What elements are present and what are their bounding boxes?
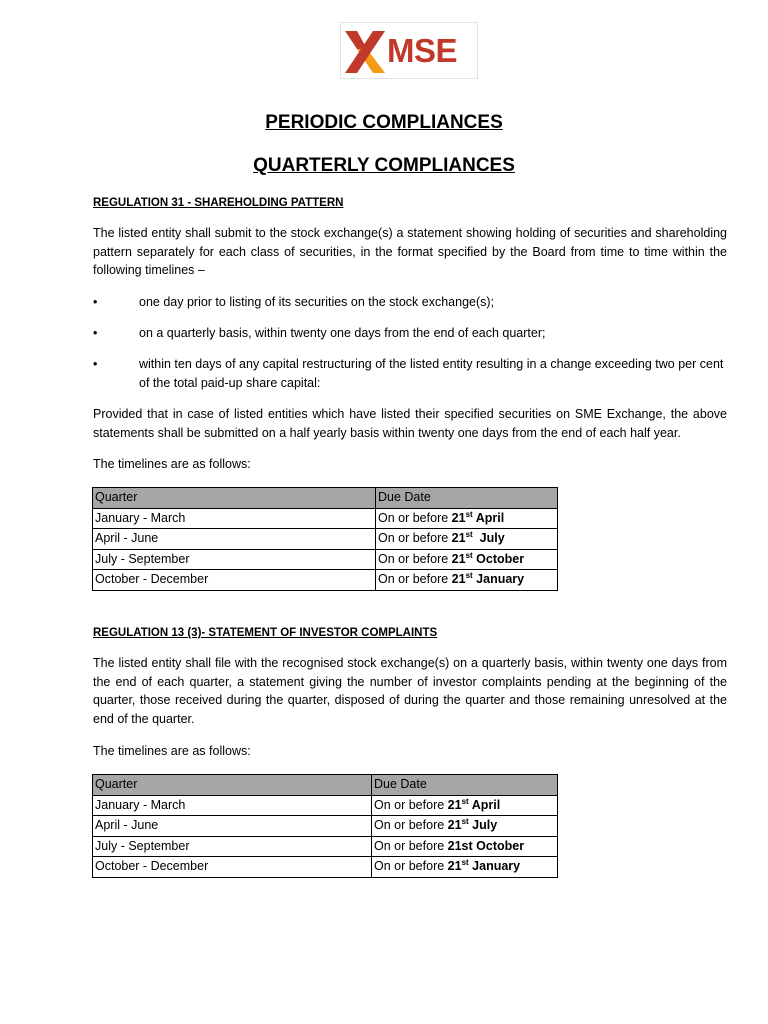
bullet-icon: • <box>93 295 98 309</box>
header-due-date: Due Date <box>372 775 558 796</box>
table-row <box>93 816 558 837</box>
page-subtitle: QUARTERLY COMPLIANCES <box>253 155 515 176</box>
quarter-cell: April - June <box>93 816 372 837</box>
quarter-cell: July - September <box>93 549 376 570</box>
timeline-table-2 <box>92 774 558 878</box>
header-quarter: Quarter <box>93 488 376 509</box>
due-date-cell: On or before 21st October <box>372 836 558 857</box>
quarter-cell: October - December <box>93 857 372 878</box>
table-row <box>93 857 558 878</box>
timelines-label: The timelines are as follows: <box>93 744 251 758</box>
due-date-cell: On or before 21st July <box>372 816 558 837</box>
bullet-icon: • <box>93 357 98 371</box>
due-date-cell: On or before 21st April <box>372 795 558 816</box>
logo-text: MSE <box>387 32 458 69</box>
regulation-31-proviso: Provided that in case of listed entities which have listed their specified securities on SME Exchange, the above statements shall be submitted on a half yearly basis within twenty one days from the end of each half year. <box>93 407 727 440</box>
table-row <box>93 529 558 550</box>
due-date-cell: On or before 21st January <box>376 570 558 591</box>
regulation-13-intro: The listed entity shall file with the recognised stock exchange(s) on a quarterly basis, within twenty one days from the end of each quarter, a statement giving the number of investor complaints pending at the beginning of the quarter, those received during the quarter, disposed of during the quarter and those remaining unresolved at the end of the quarter. <box>93 656 727 727</box>
timeline-table-1 <box>92 487 558 591</box>
timelines-label: The timelines are as follows: <box>93 457 251 471</box>
table-header-row <box>93 775 558 796</box>
quarter-cell: July - September <box>93 836 372 857</box>
header-due-date: Due Date <box>376 488 558 509</box>
table-row <box>93 570 558 591</box>
due-date-cell: On or before 21st January <box>372 857 558 878</box>
table-row <box>93 508 558 529</box>
quarter-cell: January - March <box>93 508 376 529</box>
due-date-cell: On or before 21st April <box>376 508 558 529</box>
header-quarter: Quarter <box>93 775 372 796</box>
bullet-item: within ten days of any capital restructuring of the listed entity resulting in a change exceeding two per cent of the total paid-up share capital: <box>139 357 724 390</box>
bullet-icon: • <box>93 326 98 340</box>
regulation-13-heading: REGULATION 13 (3)- STATEMENT OF INVESTOR COMPLAINTS <box>93 627 438 639</box>
regulation-31-heading: REGULATION 31 - SHAREHOLDING PATTERN <box>93 197 344 209</box>
page-title: PERIODIC COMPLIANCES <box>265 112 503 133</box>
table-row <box>93 795 558 816</box>
regulation-31-intro: The listed entity shall submit to the stock exchange(s) a statement showing holding of securities and shareholding pattern separately for each class of securities, in the format specified by the Board from time to time within the following timelines – <box>93 226 727 278</box>
quarter-cell: January - March <box>93 795 372 816</box>
logo <box>340 22 478 79</box>
table-header-row <box>93 488 558 509</box>
table-row <box>93 549 558 570</box>
bullet-item: on a quarterly basis, within twenty one days from the end of each quarter; <box>139 326 546 340</box>
logo-x-mark <box>343 29 387 75</box>
due-date-cell: On or before 21st July <box>376 529 558 550</box>
due-date-cell: On or before 21st October <box>376 549 558 570</box>
quarter-cell: October - December <box>93 570 376 591</box>
quarter-cell: April - June <box>93 529 376 550</box>
table-row <box>93 836 558 857</box>
bullet-item: one day prior to listing of its securities on the stock exchange(s); <box>139 295 495 309</box>
